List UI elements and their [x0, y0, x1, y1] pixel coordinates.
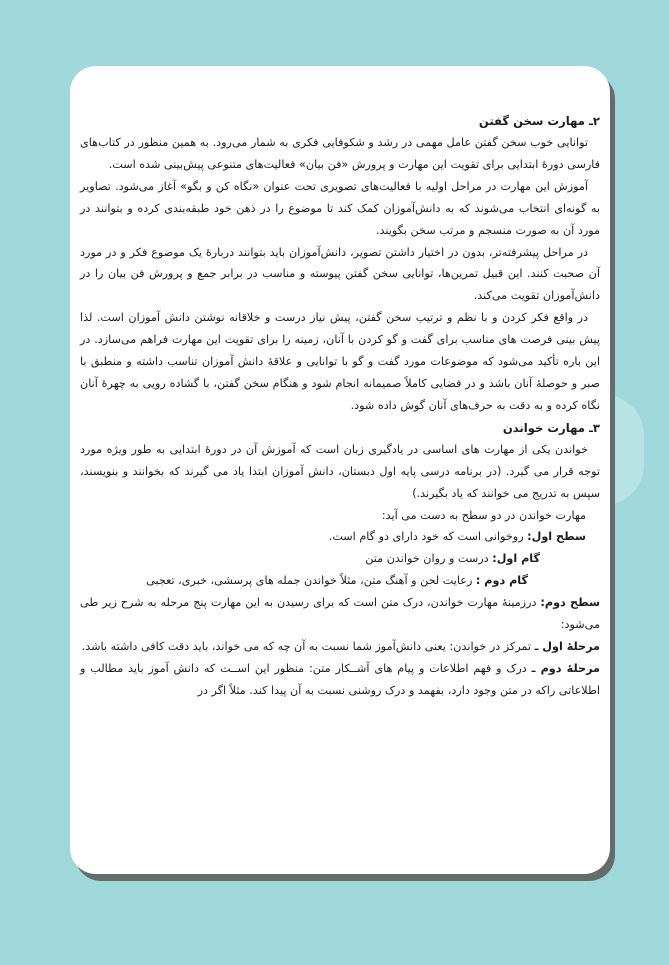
- step-1-label: گام اول:: [492, 552, 540, 566]
- level-1-label: سطح اول:: [527, 530, 586, 544]
- step-2-text: رعایت لحن و آهنگ متن، مثلاً خواندن جمله های پرسشی، خبری، تعجبی: [146, 574, 476, 588]
- page-edge-tab: [604, 395, 644, 505]
- section-2-heading: ۲ـ مهارت سخن گفتن: [478, 114, 600, 128]
- stage-2-label: مرحلهٔ دوم ـ: [531, 661, 600, 675]
- section-3-paragraph-2: مهارت خواندن در دو سطح به دست می آید:: [381, 508, 586, 522]
- level-2-line: [80, 592, 600, 636]
- stage-1-label: مرحلهٔ اول ـ: [534, 639, 600, 653]
- level-2-label: سطح دوم:: [540, 596, 601, 610]
- stage-2-text: درک و فهم اطلاعات و پیام های آشــکار متن: منظور این اســت که دانش آموز باید مطالب و اطلاعاتی راکه در متن وجود دارد، بفهمد و درک روشنی نسبت به آن پیدا کند. مثلاً اگر در: [80, 661, 600, 697]
- step-2-line: [80, 570, 600, 592]
- step-1-text: درست و روان خواندن متن: [365, 552, 493, 566]
- section-2-paragraph-1: توانایی خوب سخن گفتن عامل مهمی در رشد و شکوفایی فکری به شمار می‌رود. به همین منظور در کتاب‌های فارسی دورهٔ ابتدایی برای تقویت این مهارت و پرورش «فن بیان» فعالیت‌های متنوعی پیش‌بینی شده است.: [80, 136, 600, 171]
- section-2-paragraph-4: در واقع فکر کردن و با نظم و ترتیب سخن گفتن، پیش نیاز درست و خلاقانه نوشتن دانش آموزان است. لذا پیش بینی فرصت های مناسب برای گفت و گو کردن با آنان، زمینه را برای تقویت این مهارت فراهم می‌سازد. در این باره تأکید می‌شود که موضوعات مورد گفت و گو با توانایی و علاقهٔ دانش آموزان تناسب داشته و منطبق با صبر و حوصلهٔ آنان باشد و در فضایی کاملاً صمیمانه انجام شود و هنگام سخن گفتن، با گشاده رویی به چهرهٔ آنان نگاه کرده و به دقت به حرف‌های آنان گوش داده شود.: [80, 311, 600, 412]
- section-2-paragraph-2: آموزش این مهارت در مراحل اولیه با فعالیت‌های تصویری تحت عنوان «نگاه کن و بگو» آغاز می‌شود. تصاویر به گونه‌ای انتخاب می‌شوند که به دانش‌آموزان کمک کند تا موضوع را در ذهن خود طبقه‌بندی کرده و بتوانند در مورد آن به صورت منسجم و مرتب سخن بگویند.: [80, 179, 600, 237]
- level-2-text: درزمینهٔ مهارت خواندن، درک متن است که برای رسیدن به این مهارت پنج مرحله به شرح زیر طی می‌شود:: [80, 596, 600, 632]
- step-2-label: گام دوم :: [475, 574, 528, 588]
- stage-2-line: [80, 658, 600, 702]
- step-1-line: [80, 548, 600, 570]
- section-3-paragraph-1: خواندن یکی از مهارت های اساسی در یادگیری زبان است که آموزش آن در دورهٔ ابتدایی به طور ویژه مورد توجه قرار می گیرد. (در برنامه درسی پایه اول دبستان، دانش آموزان ابتدا یاد می گیرند که بخوانند و بنویسند، سپس به تدریج می خوانند که یاد بگیرند.): [80, 442, 600, 500]
- level-1-line: [80, 526, 600, 548]
- stage-1-text: تمرکز در خواندن: یعنی دانش‌آموز شما نسبت به آن چه که می خواند، باید دقت کافی داشته باشد.: [81, 639, 535, 653]
- content-card: [70, 66, 610, 874]
- level-1-text: روخوانی است که خود دارای دو گام است.: [328, 530, 528, 544]
- section-2-paragraph-3: در مراحل پیشرفته‌تر، بدون در اختیار داشتن تصویر، دانش‌آموزان باید بتوانند دربارهٔ یک موضوع فکر و در مورد آن صحبت کنند. این قبیل تمرین‌ها، توانایی سخن گفتن پیوسته و مناسب در برابر جمع و پرورش فن بیان را در دانش‌آموزان تقویت می‌کند.: [80, 245, 600, 303]
- stage-1-line: [80, 636, 600, 658]
- section-3-heading: ۳ـ مهارت خواندن: [502, 420, 600, 435]
